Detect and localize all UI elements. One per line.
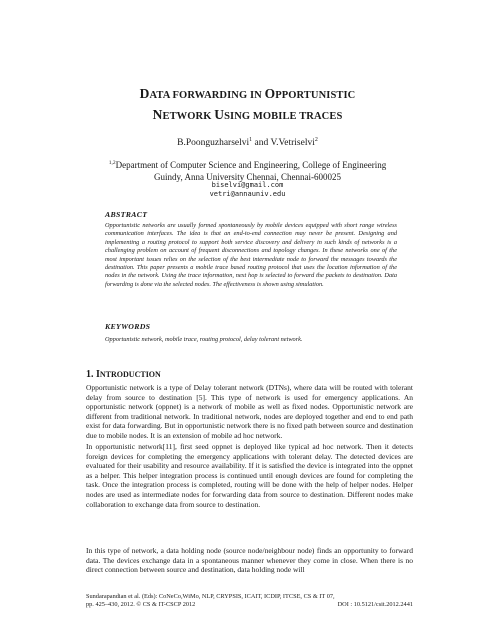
- email-author-1[interactable]: biselvi@gmail.com: [211, 181, 284, 189]
- author-list: [60, 134, 435, 149]
- affiliation-line-2: Guindy, Anna University Chennai, Chennai-600025: [154, 171, 341, 182]
- abstract-heading: ABSTRACT: [105, 210, 148, 219]
- intro-paragraph-2: In opportunistic network[11], first seed oppnet is deployed like typical ad hoc network. Then it detects foreign devices for completing the emergency applications with tolerant delay. The detected devices are evaluated for their usability and resource availability. If it is satisfied the device is integrated into the oppnet as a helper. This helper integration process is continued until enough devices are found for completing the task. Once the integration process is completed, routing will be done with the help of helper nodes. Helper nodes are used as intermediate nodes for forwarding data from source to destination. Different nodes make collaboration to exchange data from source to destination.: [86, 442, 413, 509]
- author-1: B.Poonguzharselvi: [177, 138, 250, 149]
- intro-paragraph-1: Opportunistic network is a type of Delay tolerant network (DTNs), where data will be routed with tolerant delay from source to destination [5]. This type of network is used for emergency applications. An opportunistic network (oppnet) is a network of mobile as well as fixed nodes. Opportunistic network are different from traditional network. In traditional network, nodes are deployed together and end to end path exist for data forwarding. But in opportunistic network there is no fixed path between source and destination due to mobile nodes. It is an extension of mobile ad hoc network.: [86, 383, 413, 440]
- footer-pages-copyright: pp. 425–430, 2012. © CS & IT-CSCP 2012: [86, 601, 196, 609]
- footer-line-2: [86, 601, 413, 609]
- citation-footer: [86, 593, 413, 609]
- author-2-affil-mark: 2: [314, 137, 318, 143]
- footer-line-1: Sundarapandian et al. (Eds): CoNeCo,WiMo, NLP, CRYPSIS, ICAIT, ICDIP, ITCSE, CS & IT 07,: [86, 593, 335, 600]
- paper-title: [60, 84, 435, 126]
- introduction-heading: 1. INTRODUCTION: [86, 369, 161, 380]
- keywords-text: Opportunistic network, mobile trace, routing protocol, delay tolerant network.: [105, 336, 303, 343]
- email-author-2[interactable]: vetri@annauniv.edu: [209, 190, 286, 198]
- title-line-2: NETWORK USING MOBILE TRACES: [152, 107, 343, 122]
- author-1-affil-mark: 1: [249, 137, 253, 143]
- keywords-heading: KEYWORDS: [105, 322, 151, 331]
- title-line-1: DATA FORWARDING IN OPPORTUNISTIC: [139, 86, 356, 101]
- affiliation: [70, 158, 425, 183]
- author-conjunction: and: [252, 138, 271, 149]
- author-2: V.Vetriselvi: [270, 138, 315, 149]
- abstract-text: Opportunistic networks are usually formed spontaneously by mobile devices equipped with short range wireless communication interfaces. The idea is that an end-to-end connection may never be present. Designing and implementing a routing protocol to support both service discovery and delivery in such kinds of networks is a challenging problem on account of frequent disconnections and topology changes. In these networks one of the most important issues relies on the selection of the best intermediate node to forward the messages towards the destination. This paper presents a mobile trace based routing protocol that uses the location information of the nodes in the network. Using the trace information, next hop is selected to forward the packets to destination. Data forwarding is done via the selected nodes. The effectiveness is shown using simulation.: [105, 222, 397, 288]
- affiliation-line-1: $^{1,2}$Department of Computer Science and Engineering, College of Engineering: [108, 160, 387, 170]
- footer-doi[interactable]: DOI : 10.5121/csit.2012.2441: [337, 601, 413, 609]
- intro-paragraph-3: In this type of network, a data holding node (source node/neighbour node) finds an opportunity to forward data. The devices exchange data in a spontaneous manner whenever they come in close. When there is no direct connection between source and destination, data holding node will: [86, 546, 413, 575]
